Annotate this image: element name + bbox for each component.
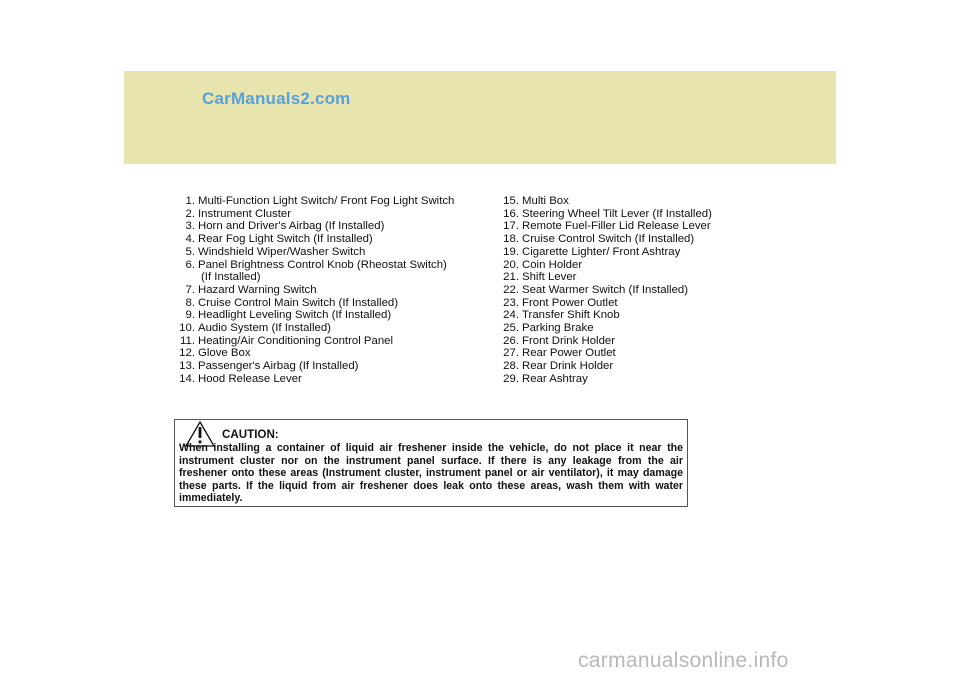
footer-watermark[interactable]: carmanualsonline.info (578, 649, 789, 672)
item-number: 29. (503, 372, 519, 385)
item-label: Seat Warmer Switch (If Installed) (522, 283, 689, 296)
item-label: Remote Fuel-Filler Lid Release Lever (522, 220, 711, 233)
item-label: Coin Holder (522, 258, 583, 271)
item-label: Windshield Wiper/Washer Switch (198, 245, 366, 258)
item-number: 14. (179, 372, 195, 385)
item-label: Hazard Warning Switch (198, 283, 317, 296)
item-label: Glove Box (198, 347, 251, 360)
item-label: Front Drink Holder (522, 334, 616, 347)
list-item (498, 246, 738, 259)
item-label: Parking Brake (522, 322, 594, 335)
item-label: Rear Ashtray (522, 372, 588, 385)
item-label: Multi-Function Light Switch/ Front Fog Light Switch (198, 195, 455, 207)
item-number: 17. (503, 220, 519, 233)
item-number: 23. (503, 296, 519, 309)
list-item (174, 335, 474, 348)
item-label: Rear Power Outlet (522, 347, 616, 360)
site-logo-watermark[interactable]: CarManuals2.com (202, 89, 351, 108)
item-number: 28. (503, 360, 519, 373)
item-label: Cruise Control Switch (If Installed) (522, 233, 695, 246)
list-item (498, 271, 738, 284)
list-item (174, 195, 474, 208)
item-number: 11. (180, 334, 195, 347)
item-number: 26. (503, 334, 519, 347)
list-item (498, 322, 738, 335)
item-label: Cigarette Lighter/ Front Ashtray (522, 245, 681, 258)
item-label: Panel Brightness Control Knob (Rheostat Switch) (198, 258, 447, 271)
item-number: 8. (185, 296, 195, 309)
item-label: (If Installed) (201, 271, 261, 284)
list-item (498, 335, 738, 348)
list-item (498, 220, 738, 233)
list-item (498, 233, 738, 246)
item-label: Heating/Air Conditioning Control Panel (198, 334, 394, 347)
item-number: 22. (503, 283, 519, 296)
list-item (174, 347, 474, 360)
caution-box (174, 419, 688, 507)
item-number: 19. (503, 245, 519, 258)
item-label: Steering Wheel Tilt Lever (If Installed) (522, 207, 712, 220)
list-item (498, 309, 738, 322)
list-item (174, 284, 474, 297)
item-number: 21. (503, 271, 519, 284)
list-item (174, 322, 474, 335)
item-number: 5. (185, 245, 195, 258)
item-number: 9. (185, 309, 195, 322)
item-label: Cruise Control Main Switch (If Installed) (198, 296, 399, 309)
item-number: 15. (503, 195, 519, 207)
caution-text: When installing a container of liquid air freshener inside the vehicle, do not place it near the instrument cluster nor on the instrument panel surface. If there is any leakage from the air freshener onto these areas (Instrument cluster, instrument panel or air ventilator), it may damage these parts. If the liquid from air freshener does leak onto these areas, wash them with water immediately. (179, 442, 683, 505)
list-item (174, 208, 474, 221)
list-item (174, 246, 474, 259)
list-item (174, 259, 474, 272)
item-number: 4. (185, 233, 195, 246)
item-label: Multi Box (522, 195, 569, 207)
item-number: 20. (503, 258, 519, 271)
caution-title: CAUTION: (222, 428, 279, 441)
list-item (498, 208, 738, 221)
list-item (498, 373, 738, 386)
item-label: Hood Release Lever (198, 372, 302, 385)
item-number: 18. (503, 233, 519, 246)
component-list-left (174, 195, 474, 386)
header-banner (124, 71, 836, 164)
item-label: Instrument Cluster (198, 207, 292, 220)
item-label: Front Power Outlet (522, 296, 618, 309)
item-label: Shift Lever (522, 271, 577, 284)
item-number: 3. (185, 220, 195, 233)
list-item (174, 297, 474, 310)
list-item (174, 373, 474, 386)
item-number: 2. (185, 207, 195, 220)
item-label: Horn and Driver's Airbag (If Installed) (198, 220, 385, 233)
item-label: Rear Fog Light Switch (If Installed) (198, 233, 373, 246)
component-list-right (498, 195, 738, 386)
item-number: 12. (179, 347, 195, 360)
list-item (174, 220, 474, 233)
list-item (498, 297, 738, 310)
item-number: 6. (185, 258, 195, 271)
item-label: Transfer Shift Knob (522, 309, 620, 322)
item-number: 10. (179, 322, 195, 335)
item-label: Audio System (If Installed) (198, 322, 331, 335)
list-item-continuation (174, 271, 474, 284)
list-item (498, 347, 738, 360)
item-label: Headlight Leveling Switch (If Installed) (198, 309, 392, 322)
item-number: 24. (503, 309, 519, 322)
item-number: 7. (185, 283, 195, 296)
list-item (498, 284, 738, 297)
item-number: 27. (503, 347, 519, 360)
list-item (174, 309, 474, 322)
item-number: 25. (503, 322, 519, 335)
item-number: 1. (185, 195, 195, 207)
list-item (498, 360, 738, 373)
item-label: Passenger's Airbag (If Installed) (198, 360, 359, 373)
item-number: 16. (503, 207, 519, 220)
list-item (174, 360, 474, 373)
item-label: Rear Drink Holder (522, 360, 614, 373)
list-item (174, 233, 474, 246)
list-item (498, 195, 738, 208)
item-number: 13. (179, 360, 195, 373)
list-item (498, 259, 738, 272)
